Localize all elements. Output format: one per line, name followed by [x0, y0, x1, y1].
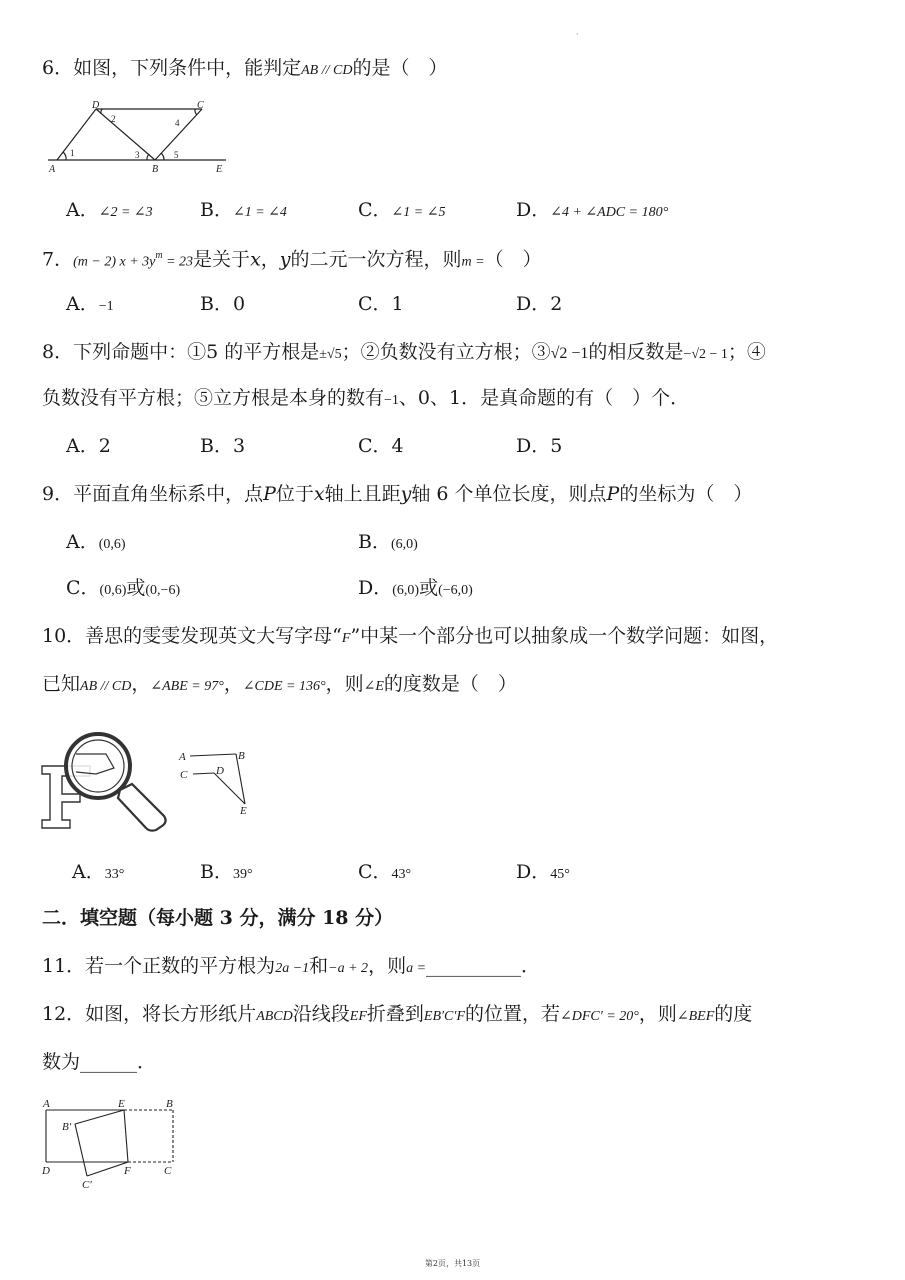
q12-math-abcd: ABCD	[256, 1009, 293, 1024]
q7-paren: （ ）	[484, 248, 542, 271]
q12-label-d: D	[42, 1165, 50, 1177]
q8-math-neg1: −1	[384, 393, 399, 408]
q10-label-d: D	[216, 765, 224, 777]
q10-line-cd	[193, 773, 214, 774]
q8-line2-a: 负数没有平方根；⑤立方根是本身的数有	[42, 387, 385, 409]
q10-line1-end: ”中某一个部分也可以抽象成一个数学问题：如图，	[350, 625, 779, 647]
q11-c: ，则	[368, 955, 407, 977]
q7-option-b-value: 0	[232, 293, 246, 315]
q10-label-c: C	[180, 769, 188, 781]
q6-label-c: C	[197, 100, 204, 111]
q7-option-a[interactable]	[66, 290, 114, 321]
q7-option-c-label: C．	[358, 293, 392, 315]
q11-b: 和	[309, 955, 329, 977]
q8-line2-b: 、0、1．是真命题的有（ ）个．	[398, 387, 690, 409]
q10-line-ab	[190, 754, 236, 756]
q6-option-b-label: B．	[200, 199, 233, 221]
q7-sup: m	[155, 250, 163, 261]
q10-line2	[42, 670, 517, 701]
q12-math-ebcf: EB′C′F	[423, 1009, 466, 1024]
q7-text: 是关于	[193, 248, 251, 271]
q10-figure	[176, 744, 266, 816]
q7-option-d[interactable]	[516, 290, 562, 318]
q6-stem-end: 的是（ ）	[352, 57, 448, 79]
q8-line1-d: ；④	[727, 341, 766, 363]
q11-math-2a-1: 2a −1	[275, 961, 310, 976]
q12-e: ，则	[638, 1003, 677, 1025]
q11-math-a-eq: a =	[406, 961, 427, 976]
q10-line1	[42, 622, 778, 653]
q10-math-abe: ∠ABE = 97°	[150, 679, 224, 694]
q6-stem-math: AB // CD	[301, 63, 353, 78]
q8-option-b-label: B．	[200, 435, 233, 457]
q7-x: x	[250, 248, 261, 271]
q8-option-a-value: 2	[98, 435, 111, 457]
q8-option-a-label: A．	[66, 435, 99, 457]
q6-label-d: D	[92, 100, 100, 111]
q6-arc-1	[63, 152, 66, 160]
q10-label-a: A	[179, 751, 186, 763]
q12-line-cf-prime	[87, 1162, 128, 1176]
q7-option-c[interactable]	[358, 290, 404, 318]
q9-option-d-or: 或	[419, 577, 439, 599]
q6-option-a[interactable]	[66, 196, 153, 227]
q6-label-b: B	[152, 164, 159, 175]
q7-num: 7．	[42, 248, 74, 271]
q6-option-d[interactable]	[516, 196, 668, 227]
q9-p1: P	[263, 483, 276, 505]
q10-magnifier-f-figure	[38, 728, 173, 833]
q9-option-b-label: B．	[358, 531, 391, 553]
magnifier-lens	[66, 734, 130, 798]
q6-option-a-label: A．	[66, 199, 99, 221]
q12-label-b: B	[166, 1098, 173, 1110]
q10-line1-a: 10．善思的雯雯发现英文大写字母“	[42, 625, 342, 647]
q8-line1	[42, 338, 766, 369]
q10-option-a[interactable]	[72, 858, 124, 889]
q12-label-a: A	[43, 1098, 50, 1110]
q12-b: 沿线段	[292, 1003, 350, 1025]
q9-a: 9．平面直角坐标系中，点	[42, 483, 264, 505]
q10-option-c-label: C．	[358, 861, 392, 883]
q6-label-a: A	[49, 164, 56, 175]
q10-line2-a: 已知	[42, 673, 81, 695]
q12-line1	[42, 1000, 752, 1031]
q7-option-d-label: D．	[516, 293, 551, 315]
q6-arc-3	[147, 154, 149, 160]
section2-title: 二．填空题（每小题 3 分，满分 18 分）	[42, 907, 394, 929]
q6-stem-text: 6．如图，下列条件中，能判定	[42, 57, 302, 79]
q6-option-c-math: ∠1 = ∠5	[391, 205, 446, 220]
q7-option-d-value: 2	[550, 293, 563, 315]
q10-line1-f: F	[341, 631, 351, 646]
q10-label-b: B	[238, 750, 245, 762]
q8-line1-a: 8．下列命题中：①5 的平方根是	[42, 341, 320, 363]
q8-math-neg-sqrt2-minus1: −√2 − 1	[683, 347, 728, 362]
q9-option-d[interactable]	[358, 574, 473, 605]
q6-option-c-label: C．	[358, 199, 392, 221]
q7-option-a-value: −1	[98, 299, 114, 314]
q10-label-e: E	[240, 805, 247, 816]
q10-math-e: ∠E	[363, 679, 384, 694]
q12-f: 的度	[714, 1003, 753, 1025]
q8-math-sqrt2-minus1: √2 −1	[550, 345, 589, 362]
q9-option-a[interactable]	[66, 528, 126, 559]
q12-label-e: E	[118, 1098, 125, 1110]
q9-option-c-label: C．	[66, 577, 100, 599]
q9-e: 的坐标为（ ）	[619, 483, 753, 505]
q10-math-cde: ∠CDE = 136°	[242, 679, 326, 694]
q6-option-c[interactable]	[358, 196, 445, 227]
q12-d: 的位置，若	[465, 1003, 561, 1025]
q8-line1-b: ；②负数没有立方根；③	[341, 341, 551, 363]
q6-stem	[42, 54, 447, 85]
q7-option-b[interactable]	[200, 290, 245, 318]
q8-option-d-value: 5	[550, 435, 563, 457]
scan-dot: ·	[576, 30, 579, 39]
q12-label-c: C	[164, 1165, 172, 1177]
magnifier-handle	[118, 784, 166, 831]
page-footer: 第2页，共13页	[424, 1259, 481, 1268]
q6-arc-5	[161, 153, 164, 160]
q10-option-b[interactable]	[200, 858, 253, 889]
q6-line-db	[96, 109, 155, 160]
q7-option-b-label: B．	[200, 293, 233, 315]
q10-option-d-label: D．	[516, 861, 551, 883]
q10-line2-b: ，	[131, 673, 151, 695]
q7-y: y	[279, 248, 291, 271]
q7-math-end: = 23	[162, 254, 194, 270]
q9-option-a-label: A．	[66, 531, 99, 553]
q8-option-c-value: 4	[391, 435, 404, 457]
q10-option-a-label: A．	[72, 861, 105, 883]
q12-c: 折叠到	[366, 1003, 424, 1025]
q12-label-c-prime: C′	[82, 1179, 92, 1191]
q12-answer-blank[interactable]: ______	[80, 1051, 138, 1073]
q10-option-d-value: 45°	[550, 867, 570, 882]
q10-option-b-value: 39°	[232, 867, 253, 882]
q6-angle-4: 4	[175, 118, 180, 128]
q12-math-bef: ∠BEF	[676, 1009, 715, 1024]
q6-line-bc	[155, 109, 202, 160]
q10-line2-c: ，	[223, 673, 243, 695]
q7-text2: 的二元一次方程，则	[290, 248, 462, 271]
q6-option-a-math: ∠2 = ∠3	[98, 205, 153, 220]
q10-option-a-value: 33°	[104, 867, 125, 882]
q9-option-c[interactable]	[66, 574, 180, 605]
q9-option-d-label: D．	[358, 577, 393, 599]
q6-option-b[interactable]	[200, 196, 287, 227]
q9-stem	[42, 480, 752, 508]
q7-option-a-label: A．	[66, 293, 99, 315]
q9-option-b-value: (6,0)	[390, 537, 418, 552]
q12-line-bc-prime	[75, 1124, 87, 1176]
q10-option-d[interactable]	[516, 858, 570, 889]
q12-end: ．	[137, 1051, 157, 1073]
q8-option-c-label: C．	[358, 435, 392, 457]
q10-option-c[interactable]	[358, 858, 411, 889]
q9-option-c-or: 或	[126, 577, 146, 599]
q9-y: y	[400, 483, 412, 505]
q11-a: 11．若一个正数的平方根为	[42, 955, 276, 977]
q10-option-b-label: B．	[200, 861, 233, 883]
q6-angle-5: 5	[174, 150, 179, 160]
q12-label-f: F	[124, 1165, 131, 1177]
q9-b: 位于	[275, 483, 314, 505]
q12-line2	[42, 1048, 156, 1076]
q10-line2-e: 的度数是（ ）	[383, 673, 517, 695]
q8-option-d[interactable]	[516, 432, 562, 460]
q12-label-b-prime: B′	[62, 1121, 72, 1133]
q8-line1-c: 的相反数是	[588, 341, 684, 363]
q10-line2-d: ，则	[325, 673, 364, 695]
q8-option-d-label: D．	[516, 435, 551, 457]
q7-sep: ，	[260, 248, 280, 271]
q9-option-d-value2: (−6,0)	[438, 583, 473, 598]
q9-option-c-value2: (0,−6)	[145, 583, 181, 598]
q6-label-e: E	[216, 164, 223, 175]
q9-option-a-value: (0,6)	[98, 537, 126, 552]
q6-option-d-math: ∠4 + ∠ADC = 180°	[550, 205, 669, 220]
q8-option-c[interactable]	[358, 432, 404, 460]
q6-angle-1: 1	[70, 148, 75, 158]
q7-m-eq: m =	[461, 254, 485, 270]
q9-x: x	[313, 483, 325, 505]
q9-option-b[interactable]	[358, 528, 418, 559]
q9-p2: P	[606, 483, 620, 505]
q10-option-c-value: 43°	[391, 867, 412, 882]
q11-end: ．	[521, 955, 541, 977]
q9-option-c-value: (0,6)	[99, 583, 127, 598]
q10-math-ab-cd: AB // CD	[80, 679, 132, 694]
q12-line-ef	[124, 1110, 128, 1162]
q12-figure	[40, 1094, 190, 1194]
q7-stem	[42, 242, 542, 276]
q12-math-dfc: ∠DFC′ = 20°	[560, 1009, 639, 1024]
q9-c: 轴上且距	[324, 483, 401, 505]
q8-line2	[42, 384, 689, 415]
q8-option-b[interactable]	[200, 432, 245, 460]
q9-option-d-value: (6,0)	[392, 583, 420, 598]
q11-answer-blank[interactable]: __________	[426, 955, 522, 977]
q12-line-eb-prime	[75, 1110, 124, 1124]
q6-option-d-label: D．	[516, 199, 551, 221]
q8-math-pm-sqrt5: ±√5	[319, 347, 342, 362]
q8-option-a[interactable]	[66, 432, 111, 460]
q6-angle-2: 2	[111, 114, 116, 124]
q9-d: 轴 6 个单位长度，则点	[411, 483, 607, 505]
q11-math-neg-a-2: −a + 2	[328, 961, 369, 976]
q11-stem	[42, 952, 540, 983]
q6-angle-3: 3	[135, 150, 140, 160]
q7-math: (m − 2) x + 3y	[73, 254, 156, 270]
q6-option-b-math: ∠1 = ∠4	[232, 205, 287, 220]
q8-option-b-value: 3	[232, 435, 246, 457]
q7-option-c-value: 1	[391, 293, 404, 315]
q12-line2-text: 数为	[42, 1051, 81, 1073]
q12-a: 12．如图，将长方形纸片	[42, 1003, 257, 1025]
q12-math-ef: EF	[349, 1009, 367, 1024]
q6-figure	[44, 100, 234, 175]
